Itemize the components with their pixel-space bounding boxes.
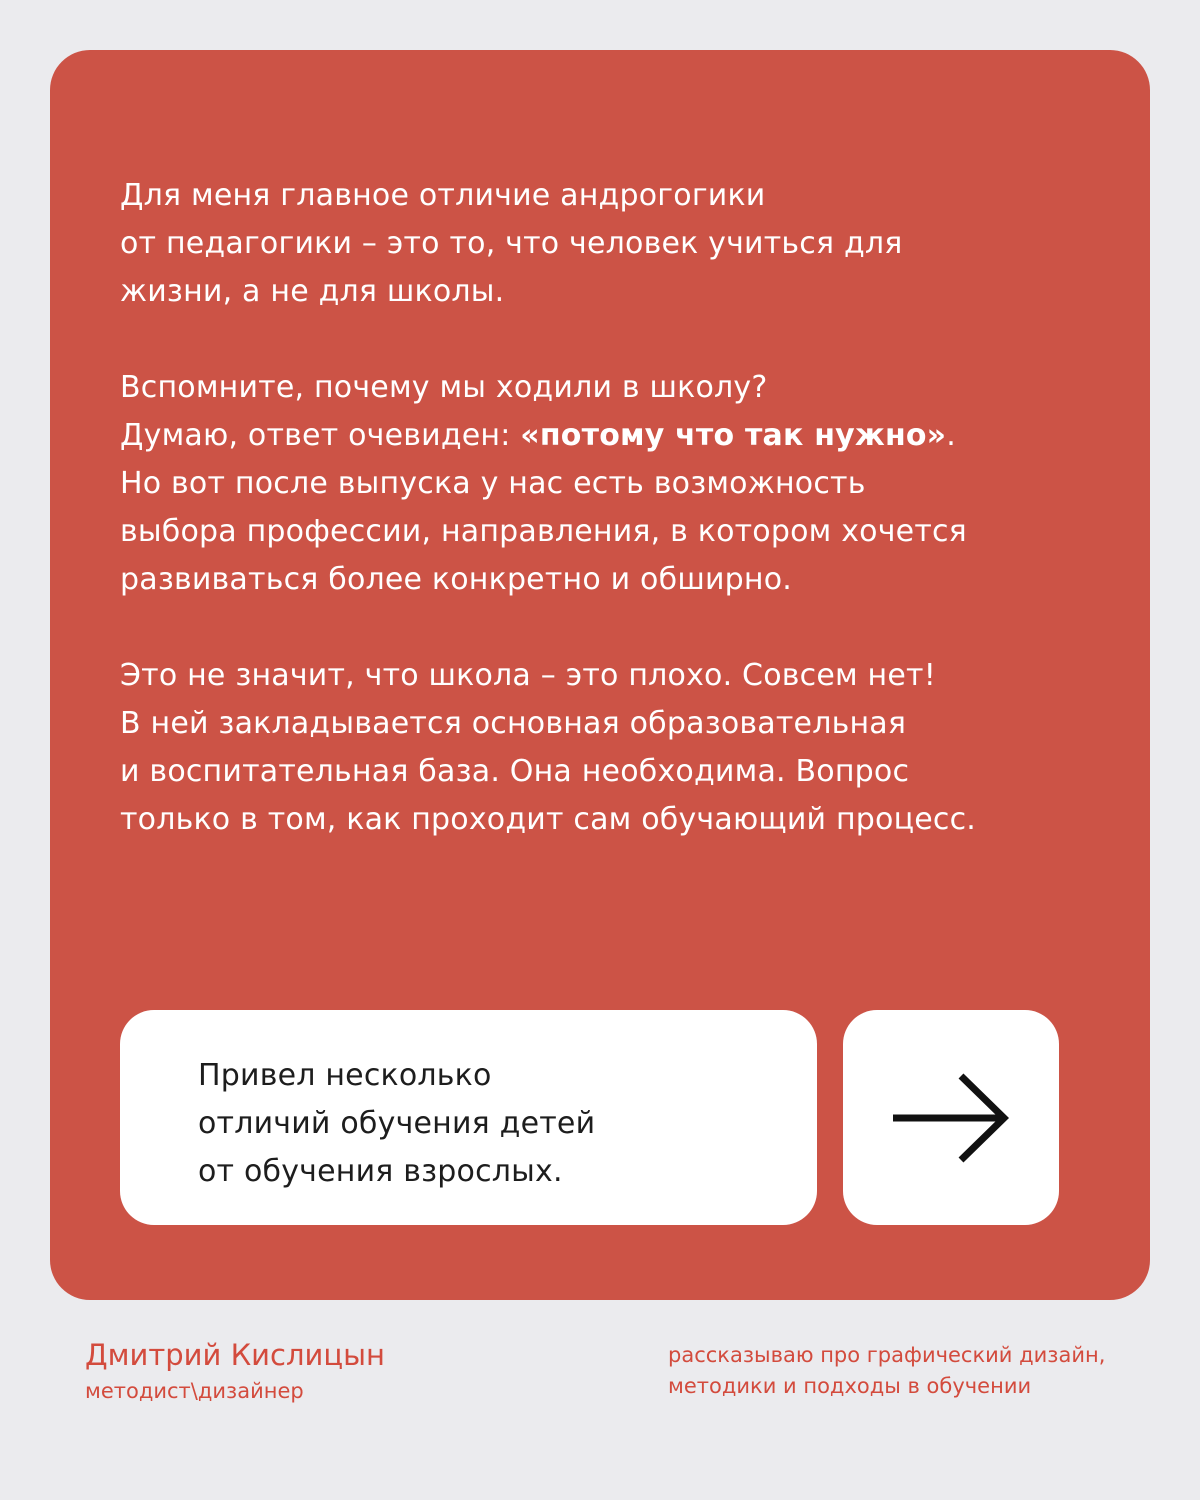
paragraph-line: Это не значит, что школа – это плохо. Совсем нет! bbox=[120, 658, 936, 693]
tagline-line: рассказываю про графический дизайн, bbox=[668, 1343, 1106, 1367]
paragraph-line-with-emphasis bbox=[120, 412, 1100, 460]
arrow-right-icon bbox=[891, 1072, 1011, 1164]
paragraph-2 bbox=[120, 364, 1100, 604]
callout-box[interactable] bbox=[120, 1010, 817, 1225]
paragraph-line: и воспитательная база. Она необходима. Вопрос bbox=[120, 754, 910, 789]
paragraph-3 bbox=[120, 652, 1100, 844]
author-block bbox=[85, 1336, 385, 1406]
tagline-line: методики и подходы в обучении bbox=[668, 1374, 1032, 1398]
callout-text bbox=[198, 1052, 595, 1196]
paragraph-line: Вспомните, почему мы ходили в школу? bbox=[120, 370, 768, 405]
callout-line: от обучения взрослых. bbox=[198, 1154, 563, 1189]
author-role: методист\дизайнер bbox=[85, 1379, 304, 1403]
next-slide-button[interactable] bbox=[843, 1010, 1059, 1225]
body-text bbox=[120, 172, 1100, 844]
paragraph-line: жизни, а не для школы. bbox=[120, 274, 505, 309]
callout-line: Привел несколько bbox=[198, 1058, 492, 1093]
paragraph-line: В ней закладывается основная образовательная bbox=[120, 706, 907, 741]
paragraph-line: выбора профессии, направления, в котором хочется bbox=[120, 514, 967, 549]
paragraph-line: развиваться более конкретно и обширно. bbox=[120, 562, 793, 597]
paragraph-line: от педагогики – это то, что человек учиться для bbox=[120, 226, 903, 261]
paragraph-line: Для меня главное отличие андрогогики bbox=[120, 178, 766, 213]
line-suffix: . bbox=[946, 418, 957, 453]
author-name: Дмитрий Кислицын bbox=[85, 1338, 385, 1372]
line-prefix: Думаю, ответ очевиден: bbox=[120, 418, 521, 453]
callout-line: отличий обучения детей bbox=[198, 1106, 596, 1141]
paragraph-1 bbox=[120, 172, 1100, 316]
paragraph-line: только в том, как проходит сам обучающий процесс. bbox=[120, 802, 976, 837]
paragraph-line: Но вот после выпуска у нас есть возможность bbox=[120, 466, 866, 501]
emphasis-quote: «потому что так нужно» bbox=[520, 418, 947, 453]
tagline bbox=[668, 1340, 1105, 1402]
content-card bbox=[50, 50, 1150, 1300]
